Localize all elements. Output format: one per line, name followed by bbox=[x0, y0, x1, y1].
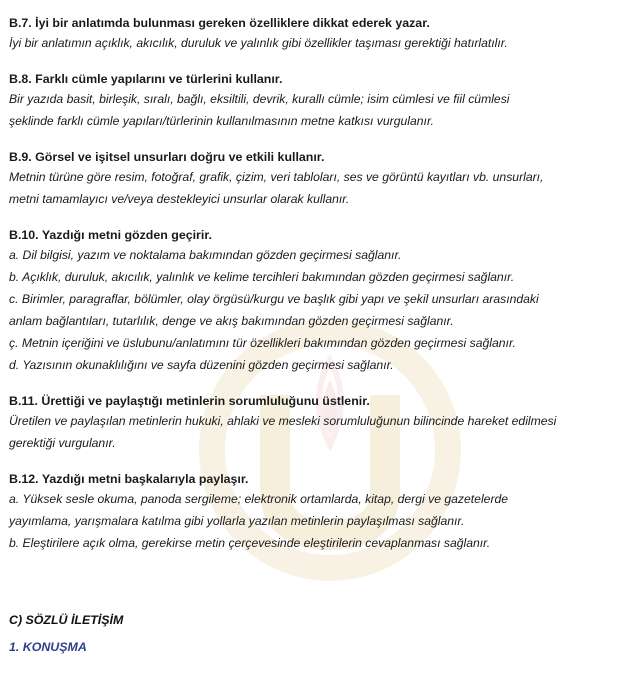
section-description bbox=[9, 488, 615, 554]
section-title: B.10. Yazdığı metni gözden geçirir. bbox=[9, 228, 212, 242]
description-line: Metnin türüne göre resim, fotoğraf, grafik, çizim, veri tabloları, ses ve görüntü kayıtları vb. unsurları, bbox=[9, 170, 544, 184]
list-item: c. Birimler, paragraflar, bölümler, olay örgüsü/kurgu ve başlık gibi yapı ve şekil unsurları arasındaki bbox=[9, 292, 539, 306]
heading-konusma: 1. KONUŞMA bbox=[9, 640, 87, 654]
description-line: gerektiği vurgulanır. bbox=[9, 436, 116, 450]
description-line: Bir yazıda basit, birleşik, sıralı, bağlı, eksiltili, devrik, kurallı cümle; isim cümlesi ve fiil cümlesi bbox=[9, 92, 510, 106]
section-b10 bbox=[9, 226, 615, 376]
description-line: Üretilen ve paylaşılan metinlerin hukuki, ahlaki ve mesleki sorumluluğunun bilincinde hareket edilmesi bbox=[9, 414, 557, 428]
section-title: B.8. Farklı cümle yapılarını ve türlerini kullanır. bbox=[9, 72, 283, 86]
section-b12 bbox=[9, 470, 615, 554]
list-item: b. Eleştirilere açık olma, gerekirse metin çerçevesinde eleştirilerin cevaplanması sağlanır. bbox=[9, 536, 491, 550]
document-body bbox=[9, 14, 615, 570]
section-title: B.11. Ürettiği ve paylaştığı metinlerin sorumluluğunu üstlenir. bbox=[9, 394, 370, 408]
list-item: d. Yazısının okunaklılığını ve sayfa düzenini gözden geçirmesi sağlanır. bbox=[9, 358, 394, 372]
description-line: şeklinde farklı cümle yapıları/türlerinin kullanılmasının metne katkısı vurgulanır. bbox=[9, 114, 434, 128]
section-title: B.9. Görsel ve işitsel unsurları doğru ve etkili kullanır. bbox=[9, 150, 325, 164]
list-item: yayımlama, yarışmalara katılma gibi yollarla yazılan metinlerin paylaşılması sağlanır. bbox=[9, 514, 465, 528]
description-line: metni tamamlayıcı ve/veya destekleyici unsurlar olarak kullanır. bbox=[9, 192, 350, 206]
section-title: B.12. Yazdığı metni başkalarıyla paylaşır. bbox=[9, 472, 249, 486]
section-description bbox=[9, 244, 615, 376]
list-item: anlam bağlantıları, tutarlılık, denge ve akış bakımından gözden geçirmesi sağlanır. bbox=[9, 314, 454, 328]
list-item: b. Açıklık, duruluk, akıcılık, yalınlık ve kelime tercihleri bakımından gözden geçirmesi sağlanır. bbox=[9, 270, 515, 284]
list-item: a. Dil bilgisi, yazım ve noktalama bakımından gözden geçirmesi sağlanır. bbox=[9, 248, 402, 262]
section-description bbox=[9, 166, 615, 210]
section-b9 bbox=[9, 148, 615, 210]
section-title: B.7. İyi bir anlatımda bulunması gereken özelliklere dikkat ederek yazar. bbox=[9, 16, 430, 30]
list-item: ç. Metnin içeriğini ve üslubunu/anlatımını tür özellikleri bakımından gözden geçirmesi sağlanır. bbox=[9, 336, 516, 350]
section-b7 bbox=[9, 14, 615, 54]
list-item: a. Yüksek sesle okuma, panoda sergileme; elektronik ortamlarda, kitap, dergi ve gazetelerde bbox=[9, 492, 509, 506]
heading-sozlu-iletisim: C) SÖZLÜ İLETİŞİM bbox=[9, 613, 124, 627]
section-b8 bbox=[9, 70, 615, 132]
section-description bbox=[9, 32, 615, 54]
description-line: İyi bir anlatımın açıklık, akıcılık, duruluk ve yalınlık gibi özellikler taşıması gerektiği hatırlatılır. bbox=[9, 36, 508, 50]
section-description bbox=[9, 410, 615, 454]
section-b11 bbox=[9, 392, 615, 454]
section-description bbox=[9, 88, 615, 132]
